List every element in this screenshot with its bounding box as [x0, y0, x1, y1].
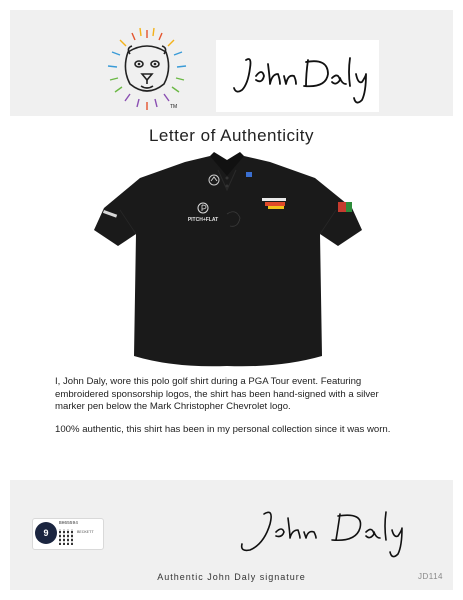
body-paragraph-1: I, John Daly, wore this polo golf shirt during a PGA Tour event. Featuring embroidered sponsorship logos, the shirt has been hand-signed with a silver marker pen below the Mark Christopher Chevrolet logo. — [55, 376, 379, 413]
lion-face-logo-icon — [102, 24, 192, 114]
beckett-label: BECKETT — [77, 531, 94, 535]
header-band — [10, 10, 453, 116]
beckett-serial: BH65594 — [59, 521, 78, 526]
trademark-mark: TM — [170, 104, 178, 110]
footer-band — [10, 480, 453, 590]
john-daly-signature-bottom — [230, 500, 430, 560]
signature-card-top — [216, 40, 379, 112]
page-title: Letter of Authenticity — [148, 126, 315, 145]
black-polo-shirt-icon — [90, 150, 365, 372]
letter-body — [55, 376, 410, 446]
beckett-authentication-sticker — [32, 518, 104, 550]
beckett-grade-badge: 9 — [35, 522, 57, 544]
item-code: JD114 — [417, 572, 443, 581]
pitch-flat-logo: PITCH+FLAT — [187, 217, 219, 223]
body-paragraph-2: 100% authentic, this shirt has been in my personal collection since it was worn. — [55, 423, 391, 435]
signature-caption: Authentic John Daly signature — [157, 572, 306, 582]
john-daly-signature-top — [216, 40, 379, 112]
